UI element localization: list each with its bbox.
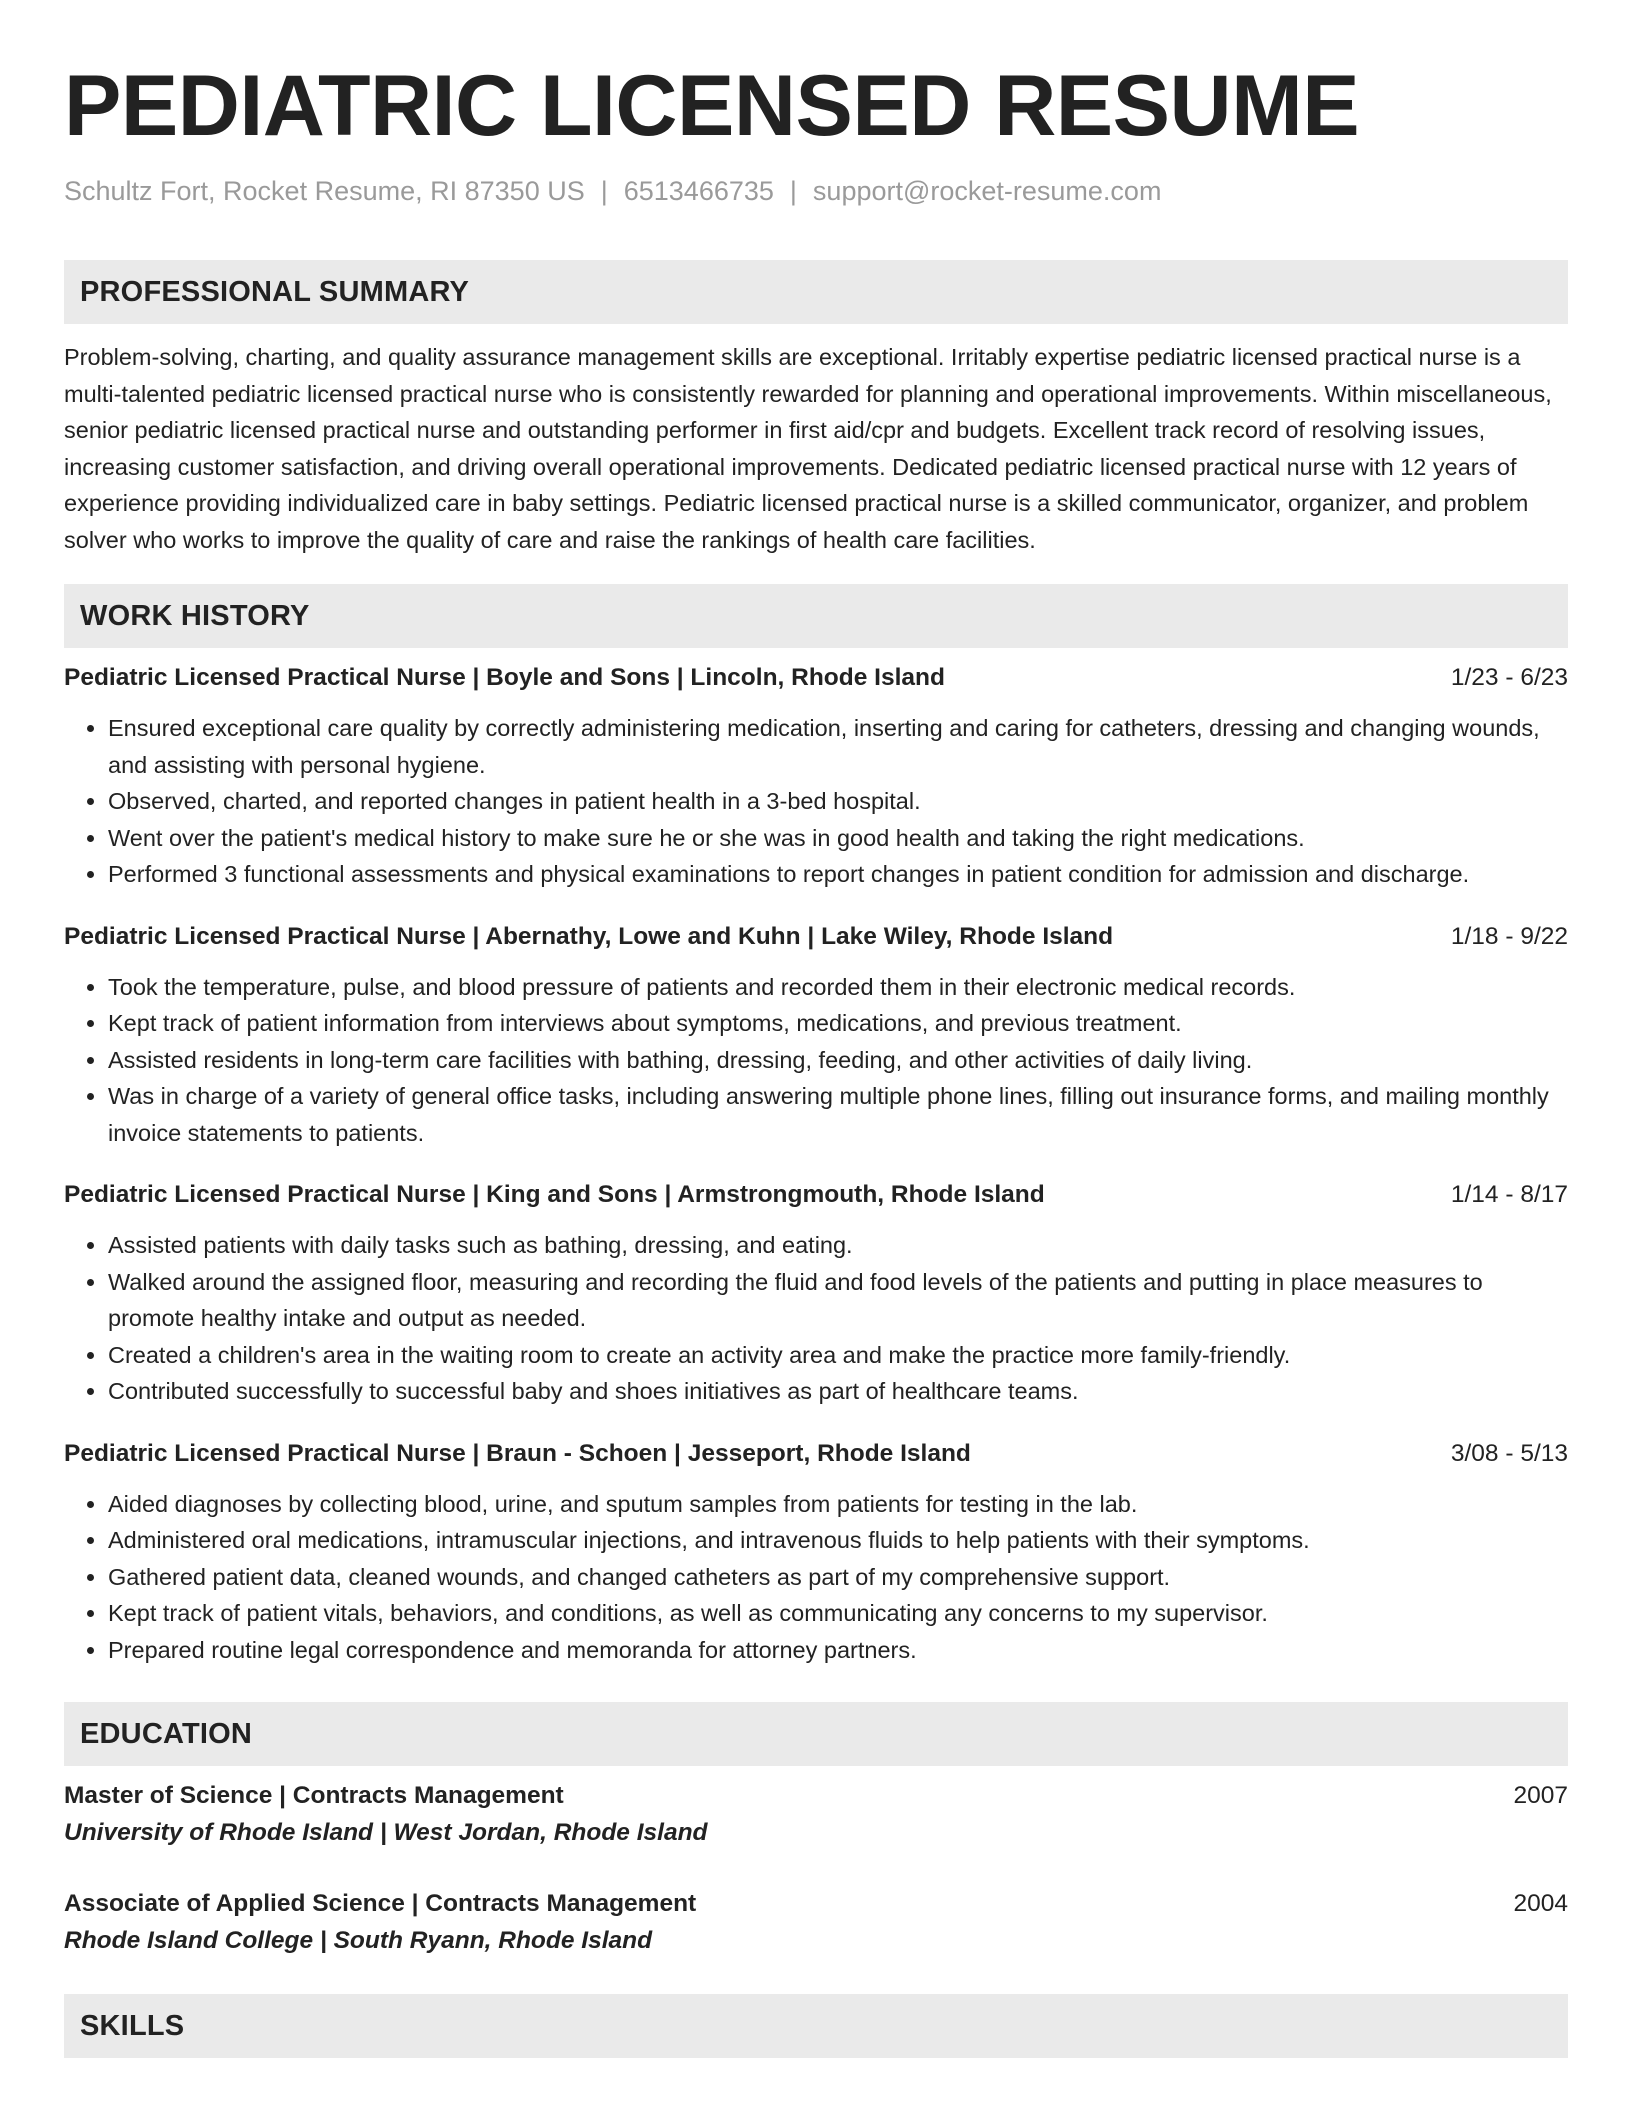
- job-bullet: • Contributed successfully to successful baby and shoes initiatives as part of healthcare teams.: [108, 1373, 1568, 1410]
- job-dates: 1/23 - 6/23: [1450, 664, 1568, 691]
- job-bullet: • Assisted residents in long-term care facilities with bathing, dressing, feeding, and other activities of daily living.: [108, 1042, 1568, 1079]
- job-header: [64, 660, 1568, 696]
- job-dates: 3/08 - 5/13: [1450, 1439, 1568, 1467]
- job-header: [64, 1436, 1568, 1472]
- job-header: [64, 1177, 1568, 1213]
- job-entry: [64, 919, 1568, 1152]
- job-dates: 1/14 - 8/17: [1450, 1181, 1568, 1208]
- job-bullet: • Administered oral medications, intramuscular injections, and intravenous fluids to help patients with their symptoms.: [108, 1522, 1568, 1559]
- job-entry: [64, 1177, 1568, 1410]
- education-entry: [64, 1778, 1568, 1852]
- job-bullet: • Went over the patient's medical history to make sure he or she was in good health and taking the right medications.: [108, 820, 1568, 857]
- contact-separator: |: [600, 176, 608, 206]
- job-entry: [64, 1436, 1568, 1669]
- summary-text: Problem-solving, charting, and quality assurance management skills are exceptional. Irritably expertise pediatric licensed practical nurse is a multi-talented pediatric licensed practical nurse who is consistently rewarded for planning and operational improvements. Within miscellaneous, senior pediatric licensed practical nurse and outstanding performer in first aid/cpr and budgets. Excellent track record of resolving issues, increasing customer satisfaction, and driving overall operational improvements. Dedicated pediatric licensed practical nurse with 12 years of experience providing individualized care in baby settings. Pediatric licensed practical nurse is a skilled communicator, organizer, and problem solver who works to improve the quality of care and raise the rankings of health care facilities.: [64, 344, 1552, 553]
- job-bullet: • Prepared routine legal correspondence and memoranda for attorney partners.: [108, 1632, 1568, 1669]
- section-header-skills: [64, 1994, 1568, 2058]
- job-dates: 1/18 - 9/22: [1450, 922, 1568, 950]
- section-header-education: [64, 1702, 1568, 1766]
- section-title-work: WORK HISTORY: [80, 599, 310, 632]
- education-school: University of Rhode Island | West Jordan, Rhode Island: [64, 1819, 708, 1846]
- job-title: Pediatric Licensed Practical Nurse | Abernathy, Lowe and Kuhn | Lake Wiley, Rhode Island: [64, 922, 1114, 950]
- education-degree: Master of Science | Contracts Management: [64, 1782, 564, 1809]
- job-title: Pediatric Licensed Practical Nurse | Braun - Schoen | Jesseport, Rhode Island: [64, 1439, 971, 1467]
- contact-email: support@rocket-resume.com: [812, 176, 1162, 206]
- job-bullet: • Was in charge of a variety of general office tasks, including answering multiple phone lines, filling out insurance forms, and mailing monthly invoice statements to patients.: [108, 1078, 1568, 1151]
- job-bullet: • Gathered patient data, cleaned wounds, and changed catheters as part of my comprehensive support.: [108, 1559, 1568, 1596]
- job-title: Pediatric Licensed Practical Nurse | Boyle and Sons | Lincoln, Rhode Island: [64, 664, 945, 691]
- section-title-summary: PROFESSIONAL SUMMARY: [80, 275, 470, 308]
- resume-title: PEDIATRIC LICENSED RESUME: [64, 58, 1360, 154]
- job-bullet: • Created a children's area in the waiting room to create an activity area and make the practice more family-friendly.: [108, 1337, 1568, 1374]
- job-bullets: [64, 1486, 1568, 1669]
- job-bullet: • Aided diagnoses by collecting blood, urine, and sputum samples from patients for testing in the lab.: [108, 1486, 1568, 1523]
- education-header: [64, 1778, 1568, 1814]
- job-title: Pediatric Licensed Practical Nurse | King and Sons | Armstrongmouth, Rhode Island: [64, 1181, 1045, 1208]
- job-bullet: • Performed 3 functional assessments and physical examinations to report changes in patient condition for admission and discharge.: [108, 856, 1568, 893]
- contact-line: [64, 174, 1568, 208]
- job-bullet: • Observed, charted, and reported changes in patient health in a 3-bed hospital.: [108, 783, 1568, 820]
- job-entry: [64, 660, 1568, 893]
- job-bullet: • Ensured exceptional care quality by correctly administering medication, inserting and caring for catheters, dressing and changing wounds, and assisting with personal hygiene.: [108, 710, 1568, 783]
- section-header-work: [64, 584, 1568, 648]
- contact-separator: |: [789, 176, 797, 206]
- education-entry: [64, 1886, 1568, 1960]
- job-bullets: [64, 969, 1568, 1152]
- section-title-skills: SKILLS: [80, 2009, 185, 2042]
- contact-phone: 6513466735: [623, 176, 774, 206]
- job-bullet: • Kept track of patient vitals, behaviors, and conditions, as well as communicating any concerns to my supervisor.: [108, 1595, 1568, 1632]
- job-bullet: • Walked around the assigned floor, measuring and recording the fluid and food levels of the patients and putting in place measures to promote healthy intake and output as needed.: [108, 1264, 1568, 1337]
- job-bullets: [64, 710, 1568, 893]
- education-year: 2004: [1513, 1890, 1568, 1917]
- job-bullet: • Assisted patients with daily tasks such as bathing, dressing, and eating.: [108, 1227, 1568, 1264]
- section-header-summary: [64, 260, 1568, 324]
- education-school: Rhode Island College | South Ryann, Rhode Island: [64, 1927, 653, 1954]
- section-title-education: EDUCATION: [80, 1717, 253, 1750]
- education-degree: Associate of Applied Science | Contracts Management: [64, 1890, 697, 1917]
- job-header: [64, 919, 1568, 955]
- job-bullet: • Took the temperature, pulse, and blood pressure of patients and recorded them in their electronic medical records.: [108, 969, 1568, 1006]
- contact-address: Schultz Fort, Rocket Resume, RI 87350 US: [64, 176, 585, 206]
- education-year: 2007: [1513, 1782, 1568, 1809]
- job-bullets: [64, 1227, 1568, 1410]
- job-bullet: • Kept track of patient information from interviews about symptoms, medications, and previous treatment.: [108, 1005, 1568, 1042]
- education-header: [64, 1886, 1568, 1922]
